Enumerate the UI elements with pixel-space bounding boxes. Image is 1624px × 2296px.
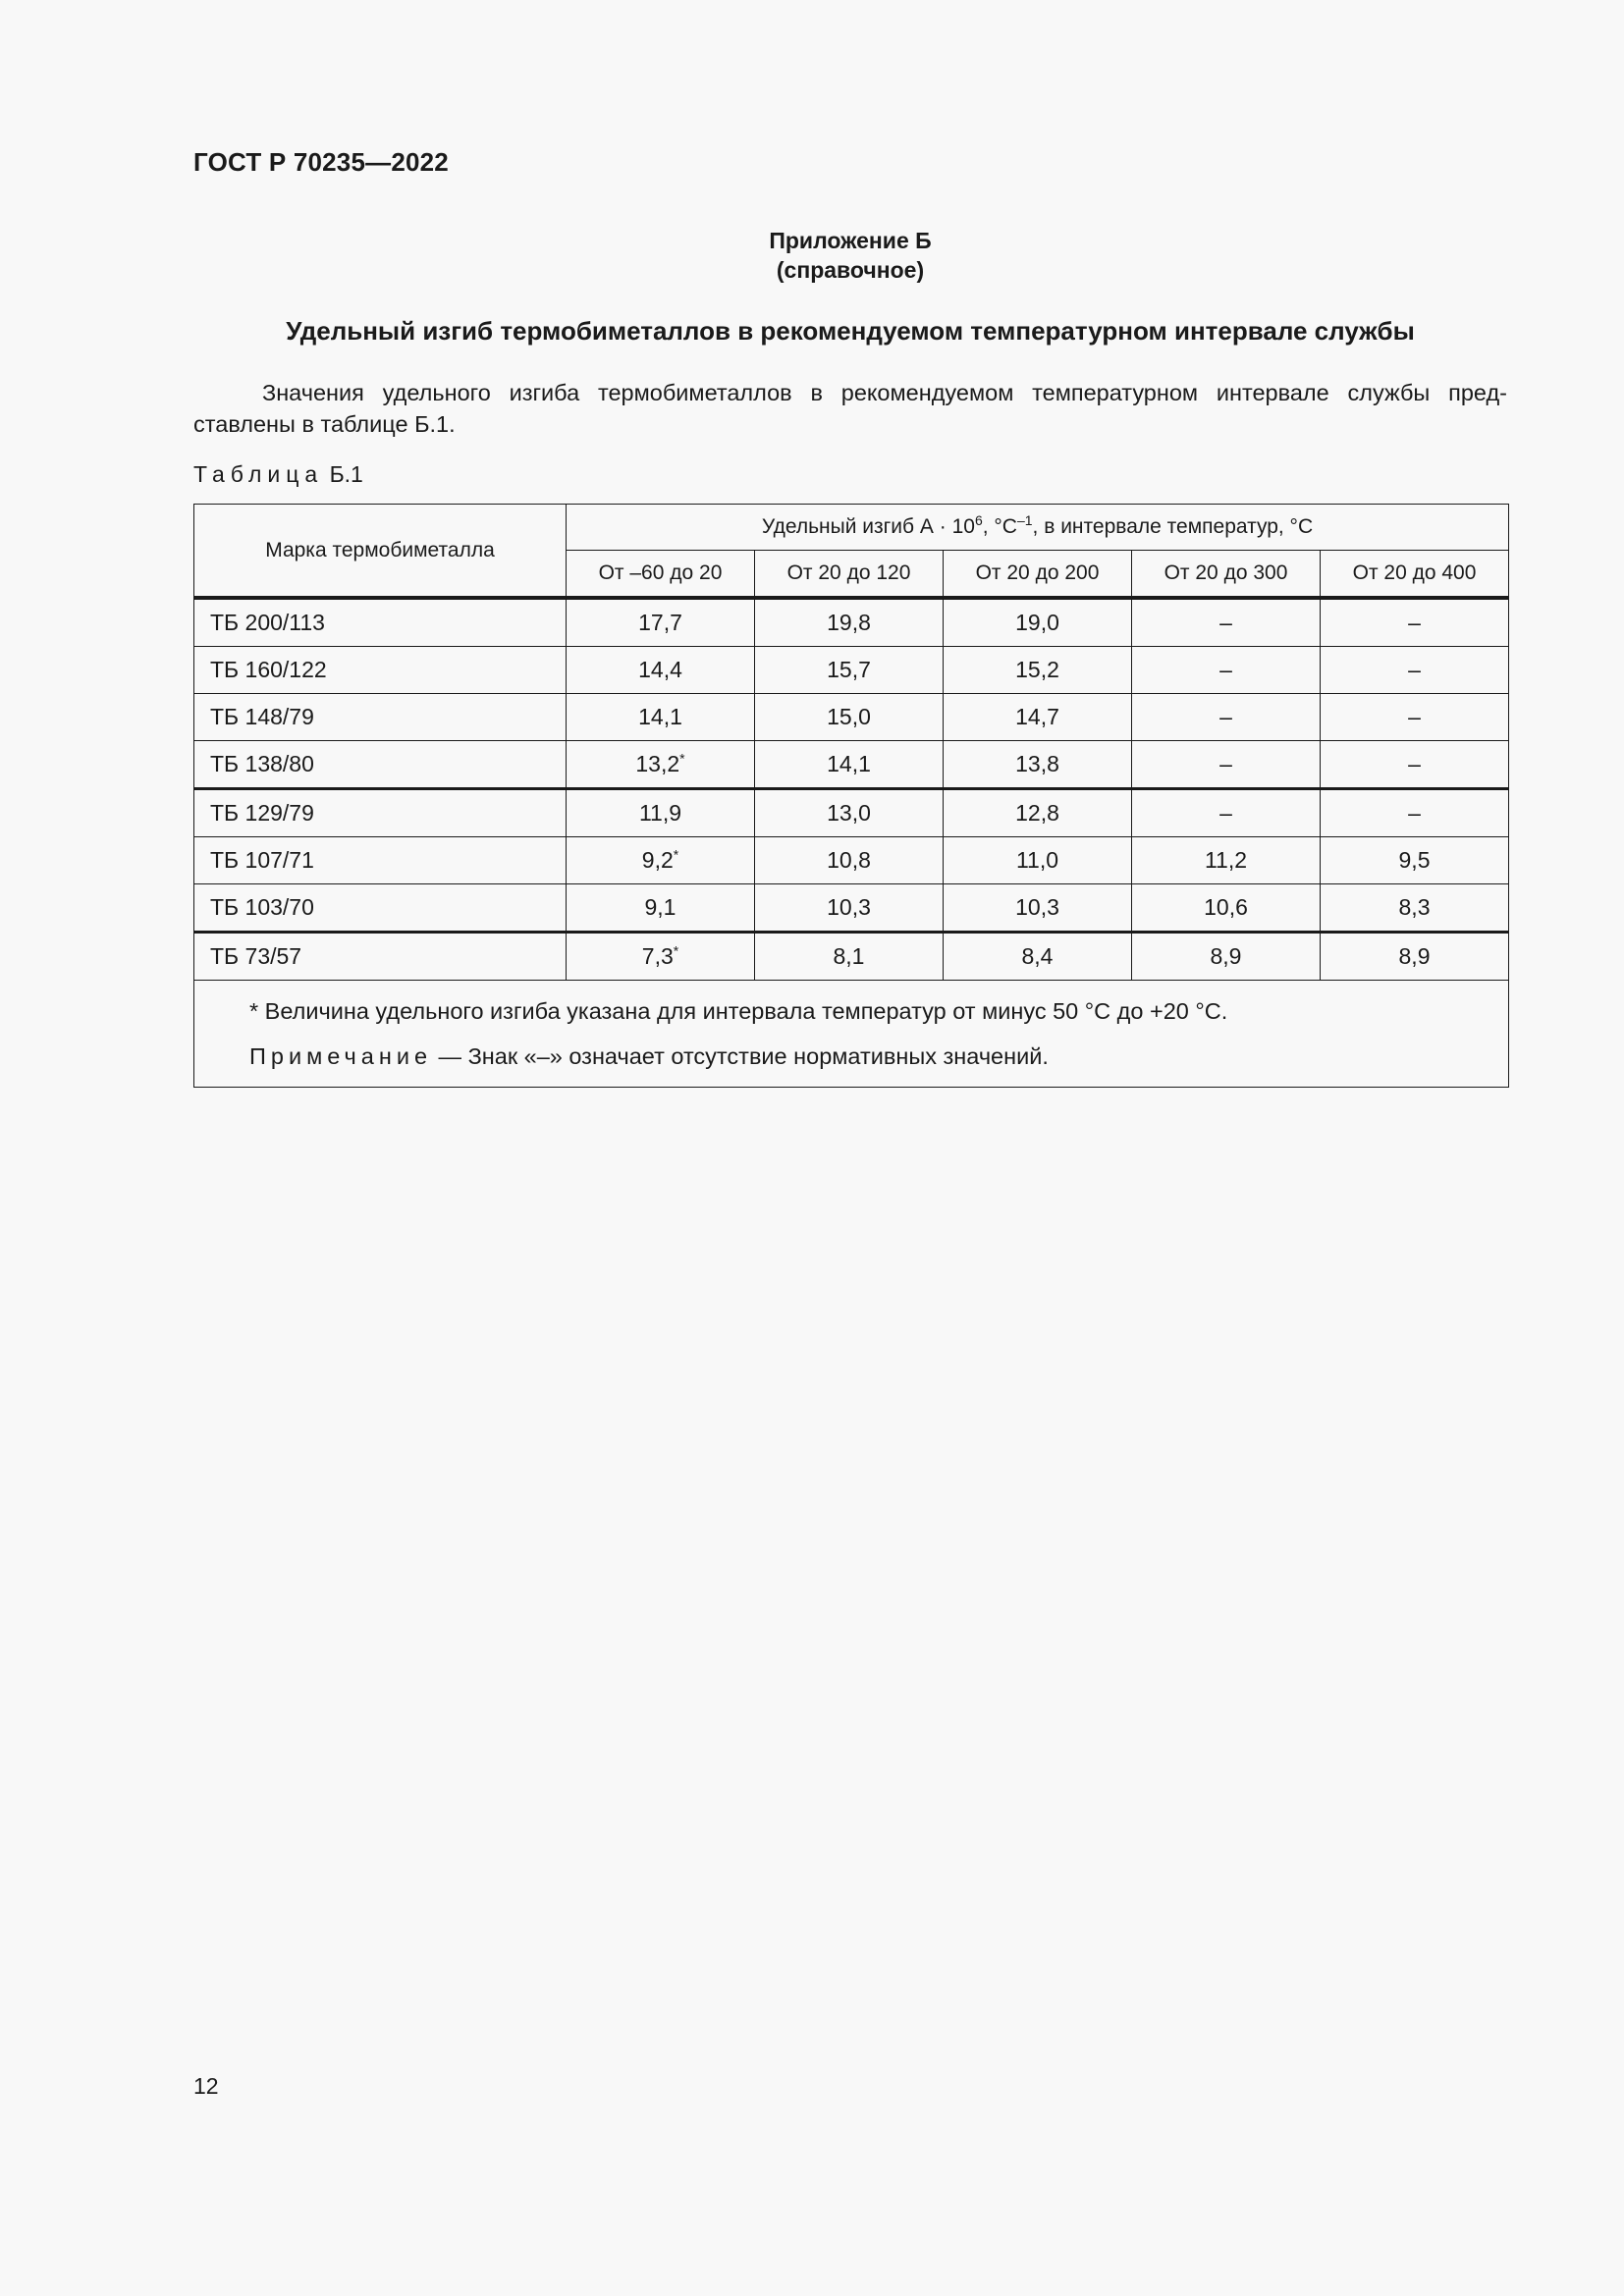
brand-cell: ТБ 138/80 — [194, 741, 567, 789]
value-cell: 14,7 — [944, 694, 1132, 741]
value-cell: 11,0 — [944, 837, 1132, 884]
value-cell: 10,6 — [1132, 884, 1321, 933]
table-notes — [194, 981, 1509, 1088]
group-header-mid: , °С — [982, 515, 1017, 538]
brand-cell: ТБ 103/70 — [194, 884, 567, 933]
value-cell: 19,0 — [944, 598, 1132, 647]
column-header: От 20 до 200 — [944, 551, 1132, 599]
value-text: 17,7 — [638, 610, 682, 635]
value-cell: – — [1132, 741, 1321, 789]
value-text: 14,4 — [638, 657, 682, 682]
value-cell — [567, 647, 755, 694]
value-cell: – — [1321, 647, 1509, 694]
section-heading: Удельный изгиб термобиметаллов в рекомендуемом температурном интервале службы — [286, 316, 1415, 346]
brand-cell: ТБ 73/57 — [194, 933, 567, 981]
value-cell: 12,8 — [944, 789, 1132, 837]
value-cell: 19,8 — [755, 598, 944, 647]
value-text: 9,2 — [641, 847, 674, 873]
table-row — [194, 694, 1509, 741]
value-cell: 8,1 — [755, 933, 944, 981]
value-cell: 10,8 — [755, 837, 944, 884]
value-cell: – — [1132, 694, 1321, 741]
document-code: ГОСТ Р 70235—2022 — [193, 147, 449, 177]
brand-cell: ТБ 148/79 — [194, 694, 567, 741]
table-notes-row — [194, 981, 1509, 1088]
value-cell — [567, 694, 755, 741]
brand-cell: ТБ 107/71 — [194, 837, 567, 884]
value-cell: 10,3 — [944, 884, 1132, 933]
table-row — [194, 598, 1509, 647]
value-cell: – — [1321, 694, 1509, 741]
value-cell — [567, 837, 755, 884]
value-text: 7,3 — [641, 943, 674, 969]
group-column-header — [567, 505, 1509, 551]
appendix-title: Приложение Б — [769, 228, 932, 253]
brand-cell: ТБ 200/113 — [194, 598, 567, 647]
value-text: 13,2 — [635, 751, 680, 776]
brand-cell: ТБ 129/79 — [194, 789, 567, 837]
value-text: 9,1 — [644, 894, 677, 920]
value-cell — [567, 884, 755, 933]
group-header-suffix: , в интервале температур, °С — [1032, 515, 1314, 538]
table-row — [194, 933, 1509, 981]
value-cell: 15,7 — [755, 647, 944, 694]
column-header: От 20 до 300 — [1132, 551, 1321, 599]
table-row — [194, 647, 1509, 694]
table-row — [194, 884, 1509, 933]
footnote-mark: * — [673, 846, 679, 863]
value-cell: 13,8 — [944, 741, 1132, 789]
group-header-exponent: 6 — [974, 512, 983, 528]
bending-table — [193, 504, 1509, 1088]
note-text: — Знак «–» означает отсутствие нормативных значений. — [432, 1043, 1049, 1069]
intro-paragraph-line: Значения удельного изгиба термобиметаллов в рекомендуемом температурном интервале службы пред- — [262, 380, 1507, 405]
table-caption — [193, 461, 363, 488]
table-row — [194, 789, 1509, 837]
value-cell: 11,2 — [1132, 837, 1321, 884]
value-cell: – — [1321, 789, 1509, 837]
note-label: Примечание — [249, 1043, 433, 1069]
table-note — [249, 1034, 1508, 1079]
value-cell — [567, 789, 755, 837]
value-cell — [567, 741, 755, 789]
value-cell: 15,0 — [755, 694, 944, 741]
column-header: От –60 до 20 — [567, 551, 755, 599]
value-cell: 9,5 — [1321, 837, 1509, 884]
intro-paragraph — [193, 377, 1507, 440]
value-cell: – — [1132, 647, 1321, 694]
value-text: 14,1 — [638, 704, 682, 729]
footnote-mark: * — [673, 942, 679, 959]
value-cell: – — [1321, 598, 1509, 647]
appendix-kind: (справочное) — [776, 257, 925, 283]
table-row — [194, 741, 1509, 789]
value-cell: 13,0 — [755, 789, 944, 837]
table-row — [194, 837, 1509, 884]
value-cell: – — [1132, 789, 1321, 837]
value-cell: 10,3 — [755, 884, 944, 933]
table-caption-number: Б.1 — [329, 461, 363, 487]
value-cell: 8,4 — [944, 933, 1132, 981]
brand-column-header: Марка термобиметалла — [194, 505, 567, 599]
brand-cell: ТБ 160/122 — [194, 647, 567, 694]
group-header-prefix: Удельный изгиб А · 10 — [761, 515, 975, 538]
value-cell: 15,2 — [944, 647, 1132, 694]
value-cell — [567, 933, 755, 981]
group-header-exponent: –1 — [1016, 512, 1033, 528]
value-cell: 14,1 — [755, 741, 944, 789]
value-text: 11,9 — [638, 800, 682, 826]
value-cell: – — [1132, 598, 1321, 647]
value-cell: 8,9 — [1321, 933, 1509, 981]
table-caption-label: Таблица — [193, 461, 324, 487]
column-header: От 20 до 400 — [1321, 551, 1509, 599]
intro-paragraph-line: ставлены в таблице Б.1. — [193, 411, 456, 437]
value-cell: – — [1321, 741, 1509, 789]
page-number: 12 — [193, 2073, 219, 2099]
value-cell — [567, 598, 755, 647]
value-cell: 8,9 — [1132, 933, 1321, 981]
column-header: От 20 до 120 — [755, 551, 944, 599]
value-cell: 8,3 — [1321, 884, 1509, 933]
table-footnote: * Величина удельного изгиба указана для интервала температур от минус 50 °С до +20 °С. — [249, 998, 1228, 1024]
footnote-mark: * — [679, 750, 685, 767]
